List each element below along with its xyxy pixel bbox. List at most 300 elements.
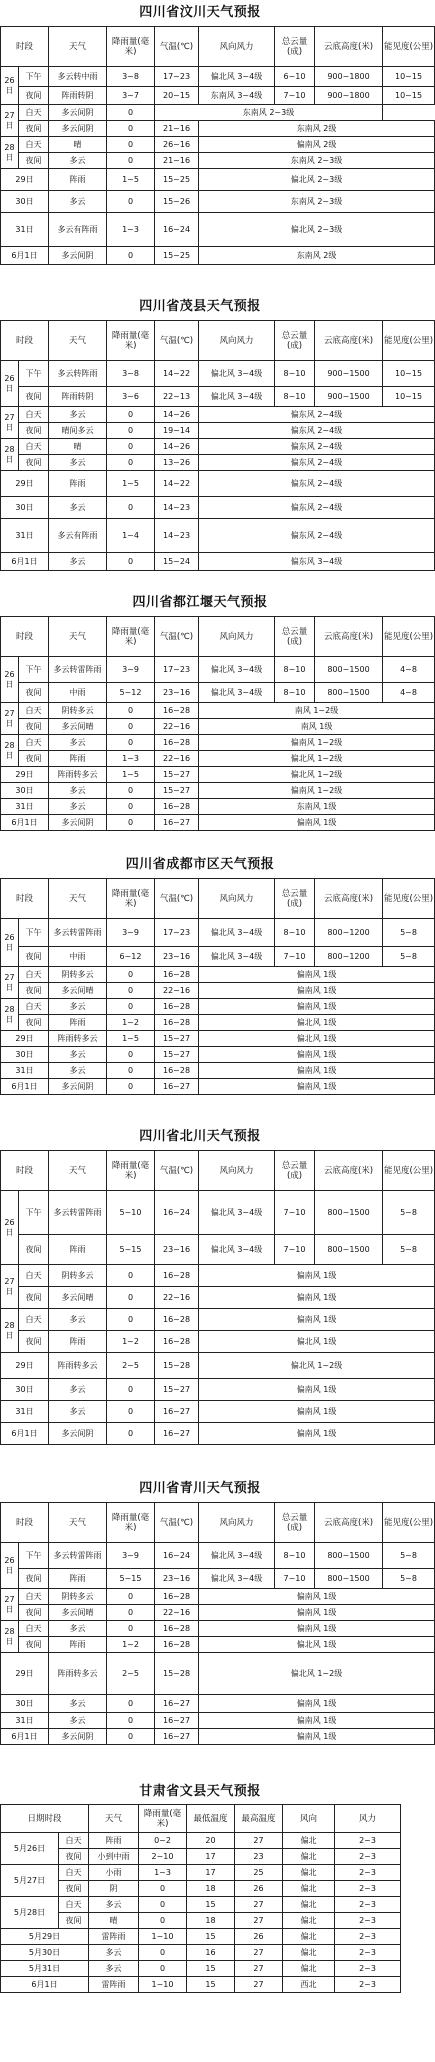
table-cell: 26日 <box>1 1191 19 1265</box>
table-cell: 28日 <box>1 1621 19 1653</box>
table-row <box>1 999 435 1015</box>
table-cell: 1~10 <box>139 1977 187 1993</box>
table-cell: 多云间阴 <box>49 1079 107 1095</box>
table-cell: 0 <box>107 815 155 831</box>
table-cell: 偏北 <box>283 1945 335 1961</box>
table-cell: 2~3 <box>335 1833 401 1849</box>
table-cell: 15 <box>187 1897 235 1913</box>
table-cell: 0 <box>139 1897 187 1913</box>
table-cell: 5~8 <box>383 1191 435 1235</box>
table-cell: 5~10 <box>107 1191 155 1235</box>
table-cell: 7~10 <box>275 947 315 967</box>
table-cell: 0 <box>139 1881 187 1897</box>
table-cell: 多云间阴 <box>49 815 107 831</box>
table-cell: 白天 <box>19 105 49 121</box>
table-cell: 30日 <box>1 1047 49 1063</box>
table-cell: 17~23 <box>155 67 199 87</box>
table-cell: 阵雨 <box>49 169 107 191</box>
table-cell: 0 <box>107 1423 155 1445</box>
table-cell: 晴 <box>49 137 107 153</box>
table-cell: 夜间 <box>19 1235 49 1265</box>
table-cell: 29日 <box>1 471 49 497</box>
header-cell: 天气 <box>49 879 107 919</box>
header-cell: 能见度(公里) <box>383 1503 435 1543</box>
table-cell: 16~28 <box>155 1265 199 1287</box>
table-cell: 900~1500 <box>315 387 383 407</box>
table-cell: 偏北风 1级 <box>199 1331 435 1353</box>
table-row <box>1 1621 435 1637</box>
table-cell: 偏北风 3~4级 <box>199 67 275 87</box>
header-row <box>1 321 435 361</box>
table-cell: 偏南风 2级 <box>199 137 435 153</box>
table-cell: 16~27 <box>155 1401 199 1423</box>
header-cell: 最高温度 <box>235 1805 283 1833</box>
table-cell: 17 <box>187 1865 235 1881</box>
table-cell: 白天 <box>19 967 49 983</box>
table-cell: 夜间 <box>19 751 49 767</box>
table-row <box>1 1235 435 1265</box>
table-cell: 16~28 <box>155 735 199 751</box>
table-cell: 夜间 <box>19 423 49 439</box>
header-cell: 降雨量(毫米) <box>107 27 155 67</box>
table-cell: 31日 <box>1 519 49 553</box>
table-cell: 22~16 <box>155 983 199 999</box>
table-cell: 偏北风 1~2级 <box>199 1353 435 1379</box>
table-cell: 27日 <box>1 703 19 735</box>
table-cell: 30日 <box>1 191 49 213</box>
header-cell: 能见度(公里) <box>383 1151 435 1191</box>
table-cell: 0 <box>139 1945 187 1961</box>
table-cell: 0 <box>107 121 155 137</box>
table-cell: 夜间 <box>19 455 49 471</box>
table-cell: 5月28日 <box>1 1897 59 1929</box>
header-cell: 气温(℃) <box>155 1503 199 1543</box>
table-cell: 偏东风 3~4级 <box>199 553 435 571</box>
table-row <box>1 471 435 497</box>
table-cell: 25 <box>235 1865 283 1881</box>
table-cell: 5~8 <box>383 947 435 967</box>
table-cell: 夜间 <box>19 1605 49 1621</box>
table-cell: 东南风 2级 <box>199 121 435 137</box>
table-cell: 2~3 <box>335 1961 401 1977</box>
table-cell: 6月1日 <box>1 1079 49 1095</box>
table-cell: 20 <box>187 1833 235 1849</box>
table-cell: 14~22 <box>155 471 199 497</box>
table-cell: 3~6 <box>107 387 155 407</box>
table-cell: 27日 <box>1 105 19 137</box>
table-cell: 17~23 <box>155 657 199 683</box>
table-cell: 夜间 <box>19 153 49 169</box>
table-cell: 26~16 <box>155 137 199 153</box>
table-cell: 15 <box>187 1929 235 1945</box>
table-cell: 多云间阴 <box>49 1729 107 1745</box>
table-cell: 多云转阵雨 <box>49 361 107 387</box>
table-cell: 23 <box>235 1849 283 1865</box>
table-row <box>1 767 435 783</box>
table-cell: 15~25 <box>155 247 199 265</box>
table-cell: 31日 <box>1 1063 49 1079</box>
table-cell: 1~3 <box>139 1865 187 1881</box>
table-cell: 0 <box>107 1265 155 1287</box>
table-cell: 阵雨 <box>49 751 107 767</box>
forecast-table <box>0 1502 435 1745</box>
table-cell: 16~28 <box>155 1063 199 1079</box>
table-cell: 0 <box>107 1695 155 1713</box>
table-cell: 多云 <box>49 1063 107 1079</box>
table-cell: 偏南风 1~2级 <box>199 783 435 799</box>
table-row <box>1 1929 401 1945</box>
table-cell: 偏北 <box>283 1897 335 1913</box>
table-cell: 偏东风 2~4级 <box>199 519 435 553</box>
table-cell: 偏南风 1级 <box>199 1423 435 1445</box>
table-cell: 夜间 <box>19 1331 49 1353</box>
table-row <box>1 497 435 519</box>
table-cell: 白天 <box>59 1865 89 1881</box>
header-cell: 能见度(公里) <box>383 27 435 67</box>
table-cell: 22~16 <box>155 1287 199 1309</box>
header-cell: 时段 <box>1 617 49 657</box>
table-cell: 下午 <box>19 67 49 87</box>
table-cell: 白天 <box>19 1309 49 1331</box>
table-cell: 15~27 <box>155 1031 199 1047</box>
table-row <box>1 967 435 983</box>
table-cell: 偏南风 1级 <box>199 999 435 1015</box>
table-cell: 0 <box>107 1047 155 1063</box>
table-cell: 29日 <box>1 767 49 783</box>
table-cell: 多云 <box>89 1897 139 1913</box>
header-cell: 气温(℃) <box>155 27 199 67</box>
table-cell: 22~13 <box>155 387 199 407</box>
table-cell: 2~5 <box>107 1353 155 1379</box>
forecast-title: 四川省北川天气预报 <box>139 1129 261 1144</box>
table-row <box>1 1729 435 1745</box>
table-cell: 0 <box>107 153 155 169</box>
table-cell: 15~27 <box>155 767 199 783</box>
table-cell: 16~27 <box>155 1695 199 1713</box>
table-cell: 夜间 <box>19 983 49 999</box>
table-cell: 下午 <box>19 1543 49 1569</box>
table-cell: 夜间 <box>19 121 49 137</box>
table-cell: 偏南风 1级 <box>199 1729 435 1745</box>
header-cell: 风向风力 <box>199 321 275 361</box>
header-cell: 气温(℃) <box>155 879 199 919</box>
table-cell: 偏南风 1级 <box>199 1589 435 1605</box>
table-cell: 1~3 <box>107 751 155 767</box>
table-row <box>1 683 435 703</box>
forecast-section <box>0 1476 434 1745</box>
table-cell: 多云间阴 <box>49 121 107 137</box>
table-cell: 16~28 <box>155 1621 199 1637</box>
table-cell: 多云 <box>49 1695 107 1713</box>
table-row <box>1 1265 435 1287</box>
table-row <box>1 1047 435 1063</box>
table-cell: 东南风 2~3级 <box>199 191 435 213</box>
table-cell: 中雨 <box>49 947 107 967</box>
table-cell: 15~27 <box>155 1379 199 1401</box>
table-cell: 14~23 <box>155 497 199 519</box>
table-cell: 21~16 <box>155 153 199 169</box>
table-cell: 夜间 <box>59 1849 89 1865</box>
table-cell: 27 <box>235 1977 283 1993</box>
forecast-title: 甘肃省文县天气预报 <box>139 1784 261 1799</box>
table-cell: 3~8 <box>107 67 155 87</box>
table-cell: 30日 <box>1 783 49 799</box>
table-cell: 5~8 <box>383 919 435 947</box>
table-cell: 800~1200 <box>315 947 383 967</box>
table-cell: 800~1500 <box>315 657 383 683</box>
table-cell: 多云 <box>49 407 107 423</box>
table-cell: 多云 <box>49 1621 107 1637</box>
table-cell: 偏北风 3~4级 <box>199 657 275 683</box>
table-cell: 白天 <box>59 1833 89 1849</box>
table-cell: 800~1500 <box>315 1235 383 1265</box>
table-row <box>1 1637 435 1653</box>
table-cell: 偏北风 1级 <box>199 1031 435 1047</box>
table-cell: 900~1500 <box>315 361 383 387</box>
table-row <box>1 783 435 799</box>
table-cell: 多云转雷阵雨 <box>49 919 107 947</box>
header-cell: 降雨量(毫米) <box>107 1503 155 1543</box>
table-cell: 偏南风 1级 <box>199 1079 435 1095</box>
header-cell: 云底高度(米) <box>315 1503 383 1543</box>
table-cell: 偏东风 2~4级 <box>199 471 435 497</box>
forecast-section <box>0 294 434 571</box>
table-cell: 27 <box>235 1833 283 1849</box>
table-cell: 31日 <box>1 1713 49 1729</box>
table-cell: 23~16 <box>155 1569 199 1589</box>
header-cell: 总云量(成) <box>275 879 315 919</box>
table-cell: 多云有阵雨 <box>49 213 107 247</box>
header-cell: 天气 <box>49 617 107 657</box>
table-cell: 偏北风 1~2级 <box>199 1653 435 1695</box>
table-cell: 偏南风 1级 <box>199 815 435 831</box>
table-cell: 多云 <box>49 455 107 471</box>
header-cell: 天气 <box>49 1503 107 1543</box>
table-cell: 白天 <box>19 703 49 719</box>
header-cell: 时段 <box>1 1151 49 1191</box>
table-cell: 8~10 <box>275 1543 315 1569</box>
table-cell: 1~3 <box>107 213 155 247</box>
table-cell: 白天 <box>19 1265 49 1287</box>
table-cell: 26日 <box>1 919 19 967</box>
table-row <box>1 735 435 751</box>
table-cell: 31日 <box>1 1401 49 1423</box>
table-row <box>1 439 435 455</box>
table-row <box>1 751 435 767</box>
table-cell: 6~10 <box>275 67 315 87</box>
table-cell: 15~25 <box>155 169 199 191</box>
forecast-table <box>0 26 435 265</box>
table-cell: 16~28 <box>155 967 199 983</box>
table-cell: 5月26日 <box>1 1833 59 1865</box>
table-cell: 4~8 <box>383 683 435 703</box>
table-cell: 1~2 <box>107 1015 155 1031</box>
table-cell: 800~1500 <box>315 1191 383 1235</box>
table-cell: 多云间晴 <box>49 1605 107 1621</box>
forecast-title: 四川省青川天气预报 <box>139 1481 261 1496</box>
table-cell: 1~2 <box>107 1637 155 1653</box>
table-cell: 阴转多云 <box>49 1589 107 1605</box>
table-cell: 偏南风 1级 <box>199 1713 435 1729</box>
table-cell: 29日 <box>1 169 49 191</box>
header-cell: 天气 <box>49 27 107 67</box>
table-cell: 多云 <box>49 497 107 519</box>
table-cell: 多云间晴 <box>49 1287 107 1309</box>
table-cell: 0 <box>107 553 155 571</box>
table-cell: 23~16 <box>155 947 199 967</box>
table-cell: 0 <box>107 1079 155 1095</box>
table-cell: 多云 <box>49 799 107 815</box>
table-cell: 晴 <box>49 439 107 455</box>
table-row <box>1 455 435 471</box>
table-cell: 阵雨 <box>89 1833 139 1849</box>
table-cell: 东南风 2级 <box>199 247 435 265</box>
table-cell: 15~26 <box>155 191 199 213</box>
table-row <box>1 1945 401 1961</box>
table-cell: 16~27 <box>155 1079 199 1095</box>
table-cell: 东南风 1级 <box>199 799 435 815</box>
table-cell: 多云有阵雨 <box>49 519 107 553</box>
table-cell: 偏北风 3~4级 <box>199 1543 275 1569</box>
table-cell: 5~15 <box>107 1569 155 1589</box>
table-cell: 15~24 <box>155 553 199 571</box>
table-cell: 26日 <box>1 657 19 703</box>
table-cell: 16~28 <box>155 1309 199 1331</box>
table-cell: 16~28 <box>155 703 199 719</box>
table-cell: 1~5 <box>107 767 155 783</box>
table-cell: 多云 <box>49 1379 107 1401</box>
table-cell: 东南风 3~4级 <box>199 87 275 105</box>
table-cell: 10~15 <box>383 361 435 387</box>
table-cell: 偏北风 1级 <box>199 1015 435 1031</box>
table-cell: 偏北 <box>283 1849 335 1865</box>
forecast-table <box>0 1804 401 1993</box>
table-cell: 1~5 <box>107 471 155 497</box>
header-cell: 云底高度(米) <box>315 27 383 67</box>
table-cell: 0 <box>107 439 155 455</box>
table-cell: 偏北风 3~4级 <box>199 683 275 703</box>
table-cell: 夜间 <box>59 1881 89 1897</box>
table-cell: 偏南风 1级 <box>199 1621 435 1637</box>
table-cell: 15~27 <box>155 1047 199 1063</box>
table-cell: 白天 <box>19 137 49 153</box>
table-cell: 800~1200 <box>315 919 383 947</box>
header-cell: 风向风力 <box>199 1503 275 1543</box>
table-cell: 白天 <box>19 1621 49 1637</box>
table-cell: 西北 <box>283 1977 335 1993</box>
table-row <box>1 1961 401 1977</box>
table-cell: 3~9 <box>107 1543 155 1569</box>
table-row <box>1 1695 435 1713</box>
table-row <box>1 1353 435 1379</box>
table-cell: 2~3 <box>335 1977 401 1993</box>
table-cell: 偏南风 1级 <box>199 1287 435 1309</box>
table-cell: 0 <box>107 983 155 999</box>
header-cell: 日期时段 <box>1 1805 89 1833</box>
table-cell: 偏南风 1级 <box>199 983 435 999</box>
table-row <box>1 1653 435 1695</box>
header-cell: 风向风力 <box>199 617 275 657</box>
table-cell: 27 <box>235 1913 283 1929</box>
table-row <box>1 169 435 191</box>
table-cell: 27日 <box>1 407 19 439</box>
header-cell: 天气 <box>89 1805 139 1833</box>
table-cell: 阴转多云 <box>49 1265 107 1287</box>
table-cell: 阵雨转阴 <box>49 87 107 105</box>
table-cell: 夜间 <box>59 1913 89 1929</box>
header-cell: 天气 <box>49 1151 107 1191</box>
table-cell: 夜间 <box>19 1637 49 1653</box>
table-cell: 7~10 <box>275 1191 315 1235</box>
table-cell: 22~16 <box>155 751 199 767</box>
header-cell: 时段 <box>1 321 49 361</box>
table-cell: 偏南风 1级 <box>199 1379 435 1401</box>
table-cell: 7~10 <box>275 1235 315 1265</box>
table-cell: 多云转雷阵雨 <box>49 1543 107 1569</box>
table-cell: 下午 <box>19 1191 49 1235</box>
table-cell: 8~10 <box>275 361 315 387</box>
table-cell: 夜间 <box>19 719 49 735</box>
table-cell: 16~28 <box>155 799 199 815</box>
table-cell: 17~23 <box>155 919 199 947</box>
table-cell: 多云间阴 <box>49 105 107 121</box>
table-cell: 偏南风 1级 <box>199 1401 435 1423</box>
header-cell: 云底高度(米) <box>315 321 383 361</box>
table-cell: 10~15 <box>383 67 435 87</box>
table-row <box>1 983 435 999</box>
table-cell: 雷阵雨 <box>89 1977 139 1993</box>
table-cell: 偏北风 3~4级 <box>199 1235 275 1265</box>
table-cell: 28日 <box>1 137 19 169</box>
header-cell: 风向 <box>283 1805 335 1833</box>
table-row <box>1 1331 435 1353</box>
table-cell: 27日 <box>1 967 19 999</box>
table-cell: 0 <box>107 719 155 735</box>
table-cell: 26日 <box>1 1543 19 1589</box>
table-cell: 阵雨转阴 <box>49 387 107 407</box>
table-cell: 27日 <box>1 1589 19 1621</box>
table-cell: 0 <box>107 783 155 799</box>
table-cell: 16~28 <box>155 1331 199 1353</box>
table-cell: 东南风 2~3级 <box>199 153 435 169</box>
table-cell: 0 <box>107 703 155 719</box>
table-cell: 阵雨转多云 <box>49 767 107 783</box>
table-cell: 28日 <box>1 735 19 767</box>
table-cell: 南风 1级 <box>199 719 435 735</box>
table-row <box>1 719 435 735</box>
table-cell: 夜间 <box>19 1015 49 1031</box>
header-cell: 风力 <box>335 1805 401 1833</box>
table-cell: 0 <box>107 967 155 983</box>
table-cell: 14~26 <box>155 407 199 423</box>
table-cell: 偏南风 1级 <box>199 1605 435 1621</box>
table-cell: 小雨 <box>89 1865 139 1881</box>
table-cell: 偏东风 2~4级 <box>199 439 435 455</box>
table-cell: 0 <box>107 1589 155 1605</box>
table-cell: 0 <box>139 1913 187 1929</box>
table-row <box>1 553 435 571</box>
table-row <box>1 1309 435 1331</box>
table-cell: 0 <box>107 1309 155 1331</box>
header-cell: 总云量(成) <box>275 27 315 67</box>
table-cell: 16~28 <box>155 1637 199 1653</box>
table-cell: 16~28 <box>155 1015 199 1031</box>
table-row <box>1 213 435 247</box>
table-cell: 白天 <box>19 1589 49 1605</box>
table-cell: 7~10 <box>275 87 315 105</box>
table-cell: 多云 <box>49 783 107 799</box>
table-cell: 偏北风 3~4级 <box>199 919 275 947</box>
